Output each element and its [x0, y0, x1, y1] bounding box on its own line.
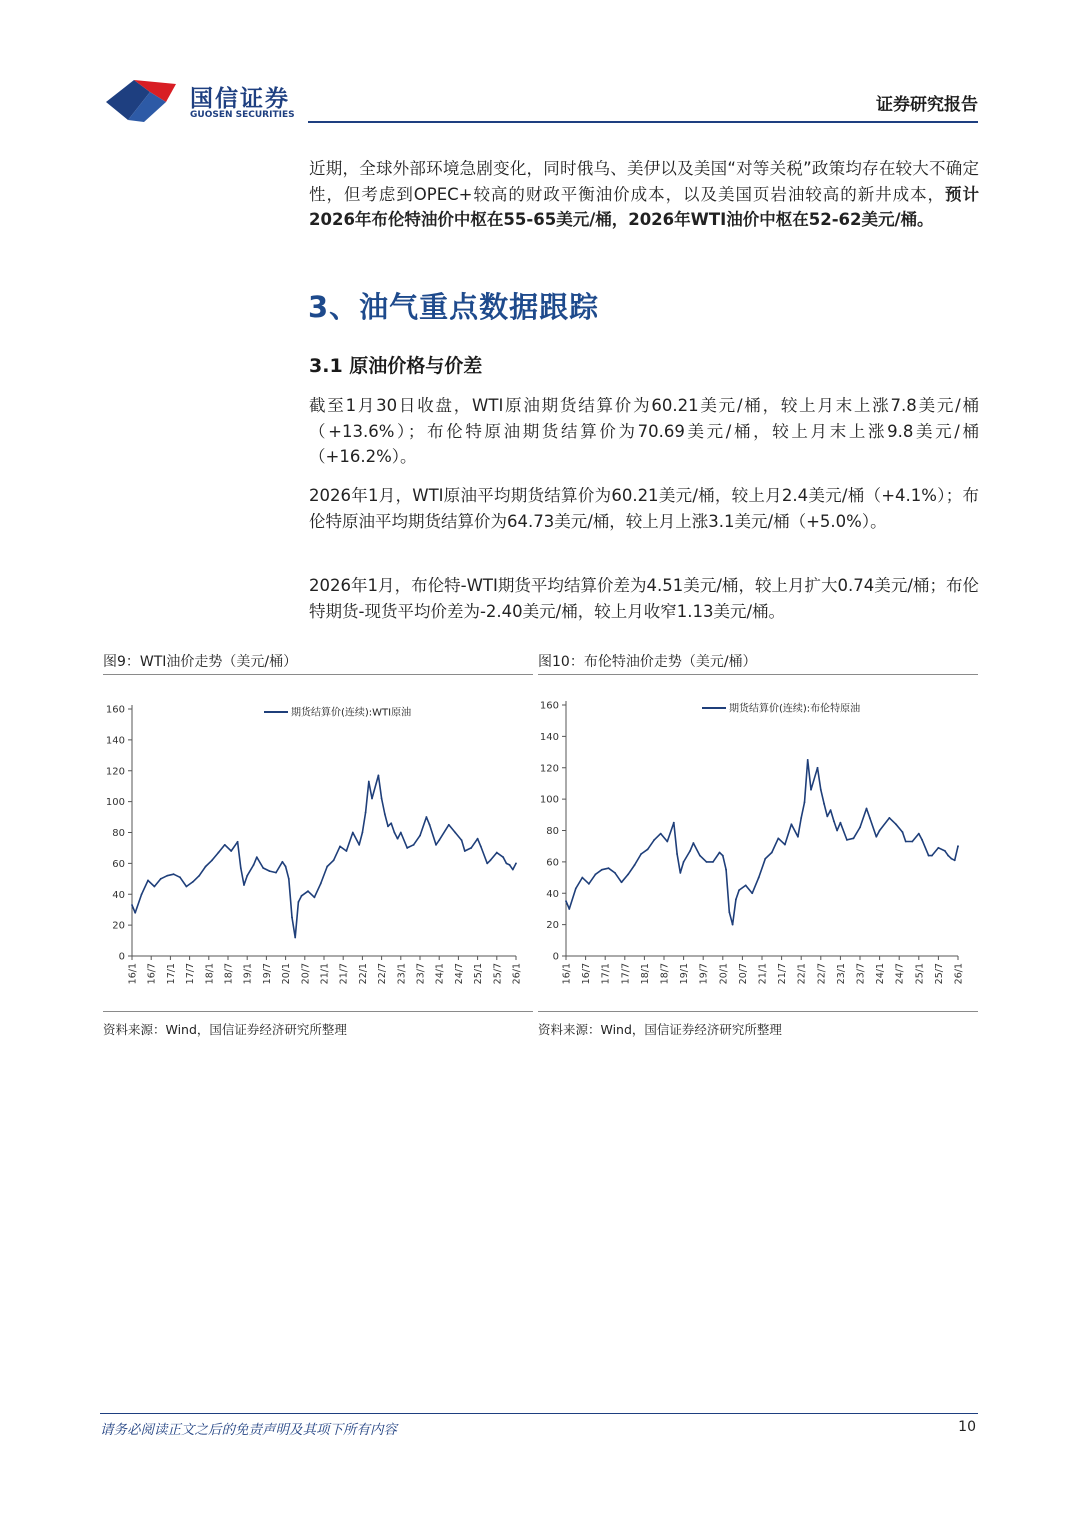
data-point: [679, 872, 681, 874]
data-point: [477, 838, 479, 840]
data-point: [211, 859, 213, 861]
y-tick-label: 160: [105, 704, 125, 716]
data-point: [368, 781, 370, 783]
data-point: [666, 841, 668, 843]
data-point: [777, 837, 779, 839]
data-point: [253, 864, 255, 866]
y-tick-label: 60: [112, 858, 125, 870]
data-point: [205, 866, 207, 868]
data-point: [486, 862, 488, 864]
y-tick-label: 40: [546, 888, 559, 900]
data-point: [387, 825, 389, 827]
y-tick-label: 0: [552, 951, 559, 963]
data-point: [951, 858, 953, 860]
data-point: [352, 832, 354, 834]
x-tick-label: 22/7: [377, 963, 389, 985]
y-tick-label: 80: [112, 828, 125, 839]
data-point: [464, 850, 466, 852]
data-point: [879, 830, 881, 832]
data-point: [298, 901, 300, 903]
data-point: [426, 816, 428, 818]
x-tick-label: 18/1: [204, 963, 216, 985]
figure-10-bottom-rule: [538, 1011, 978, 1012]
data-point: [454, 832, 456, 834]
data-point: [836, 830, 838, 832]
x-tick-label: 22/1: [357, 963, 369, 985]
series-line: [132, 775, 516, 937]
x-tick-label: 16/7: [581, 963, 593, 985]
x-tick-label: 24/1: [875, 963, 887, 985]
data-point: [568, 908, 570, 910]
x-tick-label: 25/7: [492, 963, 504, 985]
data-point: [333, 859, 335, 861]
data-point: [198, 875, 200, 877]
data-point: [608, 867, 610, 869]
data-point: [256, 856, 258, 858]
data-point: [653, 839, 655, 841]
data-point: [390, 822, 392, 824]
x-tick-label: 25/1: [473, 963, 485, 985]
data-point: [810, 789, 812, 791]
data-point: [512, 869, 514, 871]
report-type-label: 证券研究报告: [876, 95, 978, 115]
data-point: [954, 859, 956, 861]
legend-label: 期货结算价(连续):WTI原油: [291, 707, 412, 719]
data-point: [820, 789, 822, 791]
data-point: [506, 862, 508, 864]
data-point: [706, 861, 708, 863]
y-tick-label: 100: [105, 797, 125, 809]
data-point: [435, 844, 437, 846]
data-point: [438, 839, 440, 841]
data-point: [269, 870, 271, 872]
data-point: [745, 885, 747, 887]
data-point: [154, 886, 156, 888]
data-point: [738, 889, 740, 891]
paragraph-month-end-price: 截至1月30日收盘，WTI原油期货结算价为60.21美元/桶，较上月末上涨7.8美元/桶（+13.6%）；布伦特原油期货结算价为70.69美元/桶，较上月末上涨9.8美元/桶（+16.2%）。: [309, 396, 979, 466]
data-point: [358, 844, 360, 846]
x-tick-label: 18/1: [639, 963, 651, 985]
data-point: [804, 801, 806, 803]
x-tick-label: 26/1: [511, 963, 523, 985]
data-point: [461, 839, 463, 841]
x-tick-label: 16/7: [146, 963, 158, 985]
data-point: [397, 838, 399, 840]
x-tick-label: 19/1: [242, 963, 254, 985]
y-tick-label: 140: [539, 731, 559, 743]
x-tick-label: 23/1: [396, 963, 408, 985]
data-point: [732, 924, 734, 926]
x-tick-label: 16/1: [561, 963, 573, 985]
x-tick-label: 19/7: [261, 963, 273, 985]
data-point: [693, 842, 695, 844]
legend-label: 期货结算价(连续):布伦特原油: [729, 703, 861, 715]
data-point: [384, 813, 386, 815]
x-tick-label: 18/7: [223, 963, 235, 985]
y-tick-label: 120: [539, 763, 559, 775]
data-point: [840, 822, 842, 824]
data-point: [689, 850, 691, 852]
y-tick-label: 140: [105, 735, 125, 747]
y-tick-label: 60: [546, 857, 559, 869]
data-point: [938, 847, 940, 849]
data-point: [186, 886, 188, 888]
x-tick-label: 19/7: [698, 963, 710, 985]
y-tick-label: 20: [112, 920, 125, 932]
data-point: [807, 759, 809, 761]
data-point: [921, 839, 923, 841]
data-point: [179, 876, 181, 878]
data-point: [581, 877, 583, 879]
data-point: [771, 852, 773, 854]
x-tick-label: 23/7: [855, 963, 867, 985]
y-tick-label: 120: [105, 766, 125, 778]
data-point: [365, 812, 367, 814]
x-tick-label: 21/1: [319, 963, 331, 985]
x-tick-label: 23/7: [415, 963, 427, 985]
data-point: [823, 803, 825, 805]
brent-price-chart: [538, 690, 978, 1000]
data-point: [246, 875, 248, 877]
data-point: [275, 872, 277, 874]
data-point: [285, 866, 287, 868]
data-point: [166, 875, 168, 877]
data-point: [660, 833, 662, 835]
figure-10-title: 图10：布伦特油价走势（美元/桶）: [538, 654, 757, 670]
figure-9-top-rule: [103, 674, 533, 675]
data-point: [496, 852, 498, 854]
data-point: [218, 852, 220, 854]
company-logo: [104, 76, 304, 128]
x-tick-label: 20/7: [737, 963, 749, 985]
page-number: 10: [958, 1419, 976, 1435]
figure-9-bottom-rule: [103, 1011, 533, 1012]
figure-10-source: 资料来源：Wind，国信证券经济研究所整理: [538, 1022, 782, 1037]
paragraph-average-price: 2026年1月，WTI原油平均期货结算价为60.21美元/桶，较上月2.4美元/桶（+4.1%）；布伦特原油平均期货结算价为64.73美元/桶，较上月上涨3.1美元/桶（+5.0%）。: [309, 486, 979, 531]
logo-chinese-name: 国信证券: [190, 86, 290, 112]
data-point: [400, 832, 402, 834]
data-point: [902, 831, 904, 833]
x-tick-label: 24/7: [453, 963, 465, 985]
x-tick-label: 25/1: [914, 963, 926, 985]
data-point: [515, 862, 517, 864]
data-point: [725, 869, 727, 871]
data-point: [413, 844, 415, 846]
data-point: [895, 823, 897, 825]
x-tick-label: 21/1: [757, 963, 769, 985]
data-point: [134, 912, 136, 914]
data-point: [735, 899, 737, 901]
data-point: [314, 896, 316, 898]
y-tick-label: 0: [118, 951, 125, 963]
data-point: [722, 855, 724, 857]
data-point: [905, 841, 907, 843]
series-line: [566, 760, 958, 925]
x-tick-label: 22/7: [816, 963, 828, 985]
x-tick-label: 26/1: [953, 963, 965, 985]
data-point: [131, 904, 133, 906]
data-point: [565, 900, 567, 902]
data-point: [147, 879, 149, 881]
data-point: [676, 853, 678, 855]
data-point: [800, 817, 802, 819]
data-point: [869, 817, 871, 819]
data-point: [294, 937, 296, 939]
wti-price-chart: [103, 690, 533, 1000]
data-point: [326, 866, 328, 868]
data-point: [141, 893, 143, 895]
data-point: [640, 853, 642, 855]
data-point: [751, 892, 753, 894]
data-point: [791, 823, 793, 825]
x-tick-label: 25/7: [933, 963, 945, 985]
subsection-title: 3.1 原油价格与价差: [309, 355, 483, 377]
data-point: [362, 832, 364, 834]
data-point: [575, 888, 577, 890]
intro-bold-text: 预计2026年布伦特油价中枢在55-65美元/桶，2026年WTI油价中枢在52-62美元/桶。: [309, 184, 979, 229]
data-point: [627, 874, 629, 876]
y-tick-label: 40: [112, 889, 125, 901]
data-point: [288, 878, 290, 880]
data-point: [346, 850, 348, 852]
data-point: [817, 767, 819, 769]
data-point: [712, 861, 714, 863]
y-tick-label: 80: [546, 826, 559, 837]
data-point: [601, 869, 603, 871]
data-point: [509, 864, 511, 866]
x-tick-label: 21/7: [338, 963, 350, 985]
x-tick-label: 23/1: [835, 963, 847, 985]
data-point: [470, 847, 472, 849]
data-point: [683, 861, 685, 863]
intro-paragraph: [309, 156, 979, 233]
data-point: [875, 836, 877, 838]
data-point: [758, 877, 760, 879]
data-point: [944, 850, 946, 852]
data-point: [728, 911, 730, 913]
y-tick-label: 160: [539, 700, 559, 712]
data-point: [784, 844, 786, 846]
data-point: [764, 858, 766, 860]
data-point: [830, 809, 832, 811]
data-point: [502, 856, 504, 858]
data-point: [889, 817, 891, 819]
data-point: [339, 845, 341, 847]
x-tick-label: 18/7: [659, 963, 671, 985]
data-point: [448, 824, 450, 826]
data-point: [381, 798, 383, 800]
data-point: [621, 881, 623, 883]
data-point: [673, 822, 675, 824]
x-tick-label: 19/1: [679, 963, 691, 985]
figure-9-title: 图9：WTI油价走势（美元/桶）: [103, 654, 298, 670]
data-point: [224, 844, 226, 846]
x-tick-label: 22/1: [796, 963, 808, 985]
data-point: [797, 836, 799, 838]
data-point: [846, 839, 848, 841]
data-point: [192, 881, 194, 883]
x-tick-label: 20/7: [300, 963, 312, 985]
x-tick-label: 21/7: [777, 963, 789, 985]
data-point: [911, 841, 913, 843]
data-point: [237, 841, 239, 843]
data-point: [240, 867, 242, 869]
data-point: [378, 774, 380, 776]
data-point: [699, 855, 701, 857]
figure-9-source: 资料来源：Wind，国信证券经济研究所整理: [103, 1022, 347, 1037]
data-point: [614, 872, 616, 874]
data-point: [826, 815, 828, 817]
data-point: [866, 808, 868, 810]
data-point: [291, 917, 293, 919]
data-point: [173, 873, 175, 875]
data-point: [262, 867, 264, 869]
data-point: [243, 884, 245, 886]
data-point: [282, 861, 284, 863]
y-tick-label: 100: [539, 794, 559, 806]
data-point: [859, 826, 861, 828]
x-tick-label: 17/1: [165, 963, 177, 985]
data-point: [853, 837, 855, 839]
section-title: 3、油气重点数据跟踪: [308, 290, 600, 324]
logo-english-name: GUOSEN SECURITIES: [190, 110, 295, 120]
data-point: [947, 855, 949, 857]
data-point: [301, 895, 303, 897]
paragraph-spread: 2026年1月，布伦特-WTI期货平均结算价差为4.51美元/桶，较上月扩大0.74美元/桶；布伦特期货-现货平均价差为-2.40美元/桶，较上月收窄1.13美元/桶。: [309, 576, 979, 621]
x-tick-label: 17/7: [185, 963, 197, 985]
x-tick-label: 17/7: [620, 963, 632, 985]
data-point: [320, 883, 322, 885]
data-point: [595, 874, 597, 876]
data-point: [634, 864, 636, 866]
data-point: [230, 850, 232, 852]
data-point: [918, 833, 920, 835]
data-point: [928, 855, 930, 857]
data-point: [406, 847, 408, 849]
intro-text: 近期，全球外部环境急剧变化，同时俄乌、美伊以及美国“对等关税”政策均存在较大不确定性，但考虑到OPEC+较高的财政平衡油价成本，以及美国页岩油较高的新井成本，: [309, 159, 979, 204]
x-tick-label: 17/1: [600, 963, 612, 985]
data-point: [647, 848, 649, 850]
data-point: [371, 798, 373, 800]
data-point: [429, 824, 431, 826]
guosen-logo-icon: [104, 76, 184, 126]
data-point: [588, 883, 590, 885]
x-tick-label: 24/1: [434, 963, 446, 985]
data-point: [931, 855, 933, 857]
data-point: [833, 820, 835, 822]
footer-disclaimer: 请务必阅读正文之后的免责声明及其项下所有内容: [100, 1422, 397, 1438]
x-tick-label: 20/1: [281, 963, 293, 985]
footer-divider: [100, 1413, 978, 1414]
data-point: [419, 835, 421, 837]
data-point: [719, 852, 721, 854]
x-tick-label: 20/1: [718, 963, 730, 985]
x-tick-label: 16/1: [127, 963, 139, 985]
data-point: [480, 845, 482, 847]
data-point: [490, 859, 492, 861]
y-tick-label: 20: [546, 920, 559, 932]
data-point: [394, 832, 396, 834]
x-tick-label: 24/7: [894, 963, 906, 985]
figure-10-top-rule: [538, 674, 978, 675]
data-point: [307, 890, 309, 892]
header-divider: [308, 121, 978, 123]
data-point: [160, 878, 162, 880]
data-point: [957, 845, 959, 847]
